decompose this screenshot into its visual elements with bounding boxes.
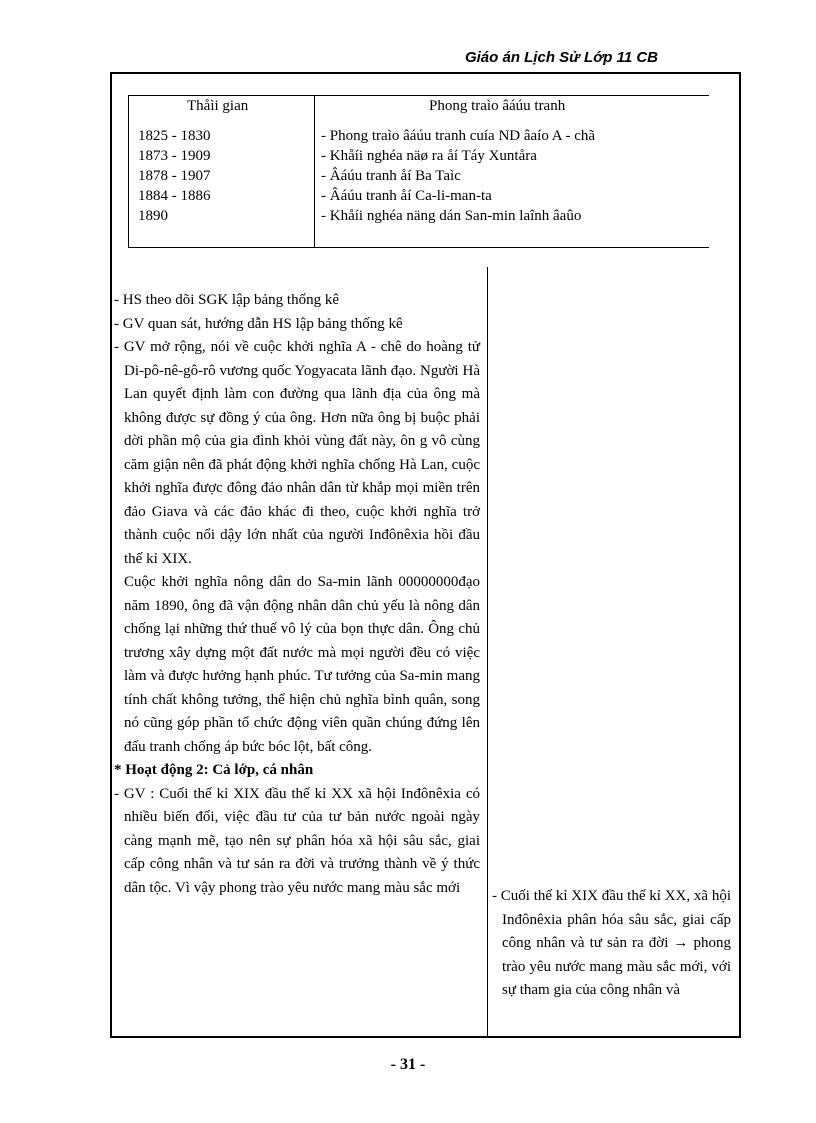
activity-step: - HS theo dõi SGK lập bảng thống kê bbox=[114, 292, 339, 308]
document-header-title: Giáo án Lịch Sử Lớp 11 CB bbox=[464, 49, 658, 66]
timeline-time: 1825 - 1830 bbox=[138, 128, 211, 144]
timeline-table bbox=[128, 95, 709, 248]
timeline-time: 1873 - 1909 bbox=[138, 148, 211, 164]
timeline-row bbox=[129, 188, 709, 208]
teacher-activity-column bbox=[114, 289, 480, 900]
page-number: - 31 - bbox=[390, 1056, 426, 1073]
timeline-row bbox=[129, 168, 709, 188]
timeline-movement: - Phong traìo âáúu tranh cuía ND âaío A - chã bbox=[321, 128, 596, 144]
activity-step: - GV : Cuối thế kỉ XIX đầu thế kỉ XX xã hội Inđônêxia có nhiều biến đổi, việc đầu tư của tư bản nước ngoài ngày càng mạnh mẽ, tạo nên sự phân hóa xã hội sâu sắc, giai cấp công nhân và tư sản ra đời và trưởng thành về ý thức dân tộc. Vì vậy phong trào yêu nước mang màu sắc mới bbox=[114, 785, 480, 896]
timeline-row bbox=[129, 128, 709, 148]
timeline-time: 1890 bbox=[138, 208, 168, 224]
timeline-movement: - Khåíi nghéa näø ra åí Táy Xuntåra bbox=[321, 148, 537, 164]
column-separator bbox=[487, 267, 488, 1037]
activity-step: - GV quan sát, hướng dẫn HS lập bảng thống kê bbox=[114, 315, 403, 332]
timeline-movement: - Âáúu tranh åí Ba Taìc bbox=[321, 168, 461, 184]
activity-heading: * Hoạt động 2: Cả lớp, cá nhân bbox=[114, 762, 314, 778]
timeline-header-time: Thåìi gian bbox=[187, 98, 249, 114]
timeline-time: 1878 - 1907 bbox=[138, 168, 211, 184]
timeline-movement: - Khåíi nghéa näng dán San-min laînh âaûo bbox=[321, 208, 582, 224]
timeline-row bbox=[129, 208, 709, 228]
activity-paragraph: Cuộc khởi nghĩa nông dân do Sa-min lãnh 00000000đạo năm 1890, ông đã vận động nhân dân chủ yếu là nông dân chống lại những thứ thuế vô lý của bọn thực dân. Ông chủ trương xây dựng một đất nước mà mọi người đều có việc làm và được hưởng hạnh phúc. Tư tưởng của Sa-min mang tính chất không tưởng, thể hiện chủ nghĩa bình quân, song nó cũng góp phần tổ chức động viên quần chúng đứng lên đấu tranh chống áp bức bóc lột, bất công. bbox=[124, 574, 480, 755]
timeline-row bbox=[129, 148, 709, 168]
knowledge-column bbox=[492, 885, 731, 1003]
timeline-header-movement: Phong traìo âáúu tranh bbox=[429, 98, 566, 114]
timeline-time: 1884 - 1886 bbox=[138, 188, 211, 204]
activity-step: - GV mở rộng, nói về cuộc khởi nghĩa A - chê do hoàng tử Di-pô-nê-gô-rô vương quốc Yogyacata lãnh đạo. Người Hà Lan quyết định làm con đường qua lãnh địa của ông mà không được sự đồng ý của ông. Hơn nữa ông bị buộc phải dời phần mộ của gia đình khỏi vùng đất này, ôn g vô cùng căm giận nên đã phát động khởi nghĩa chống Hà Lan, cuộc khởi nghĩa được đông đảo nhân dân từ khắp mọi miền trên đảo Giava và các đảo khác đi theo, cuộc khởi nghĩa trở thành cuộc nổi dậy lớn nhất của người Inđônêxia hồi đầu thế kỉ XIX. bbox=[114, 339, 480, 567]
timeline-movement: - Âáúu tranh åí Ca-li-man-ta bbox=[321, 188, 492, 204]
knowledge-point: - Cuối thế kỉ XIX đầu thế kỉ XX, xã hội Inđônêxia phân hóa sâu sắc, giai cấp công nhân và tư sản ra đời → phong trào yêu nước mang màu sắc mới, với sự tham gia của công nhân và bbox=[492, 888, 731, 998]
